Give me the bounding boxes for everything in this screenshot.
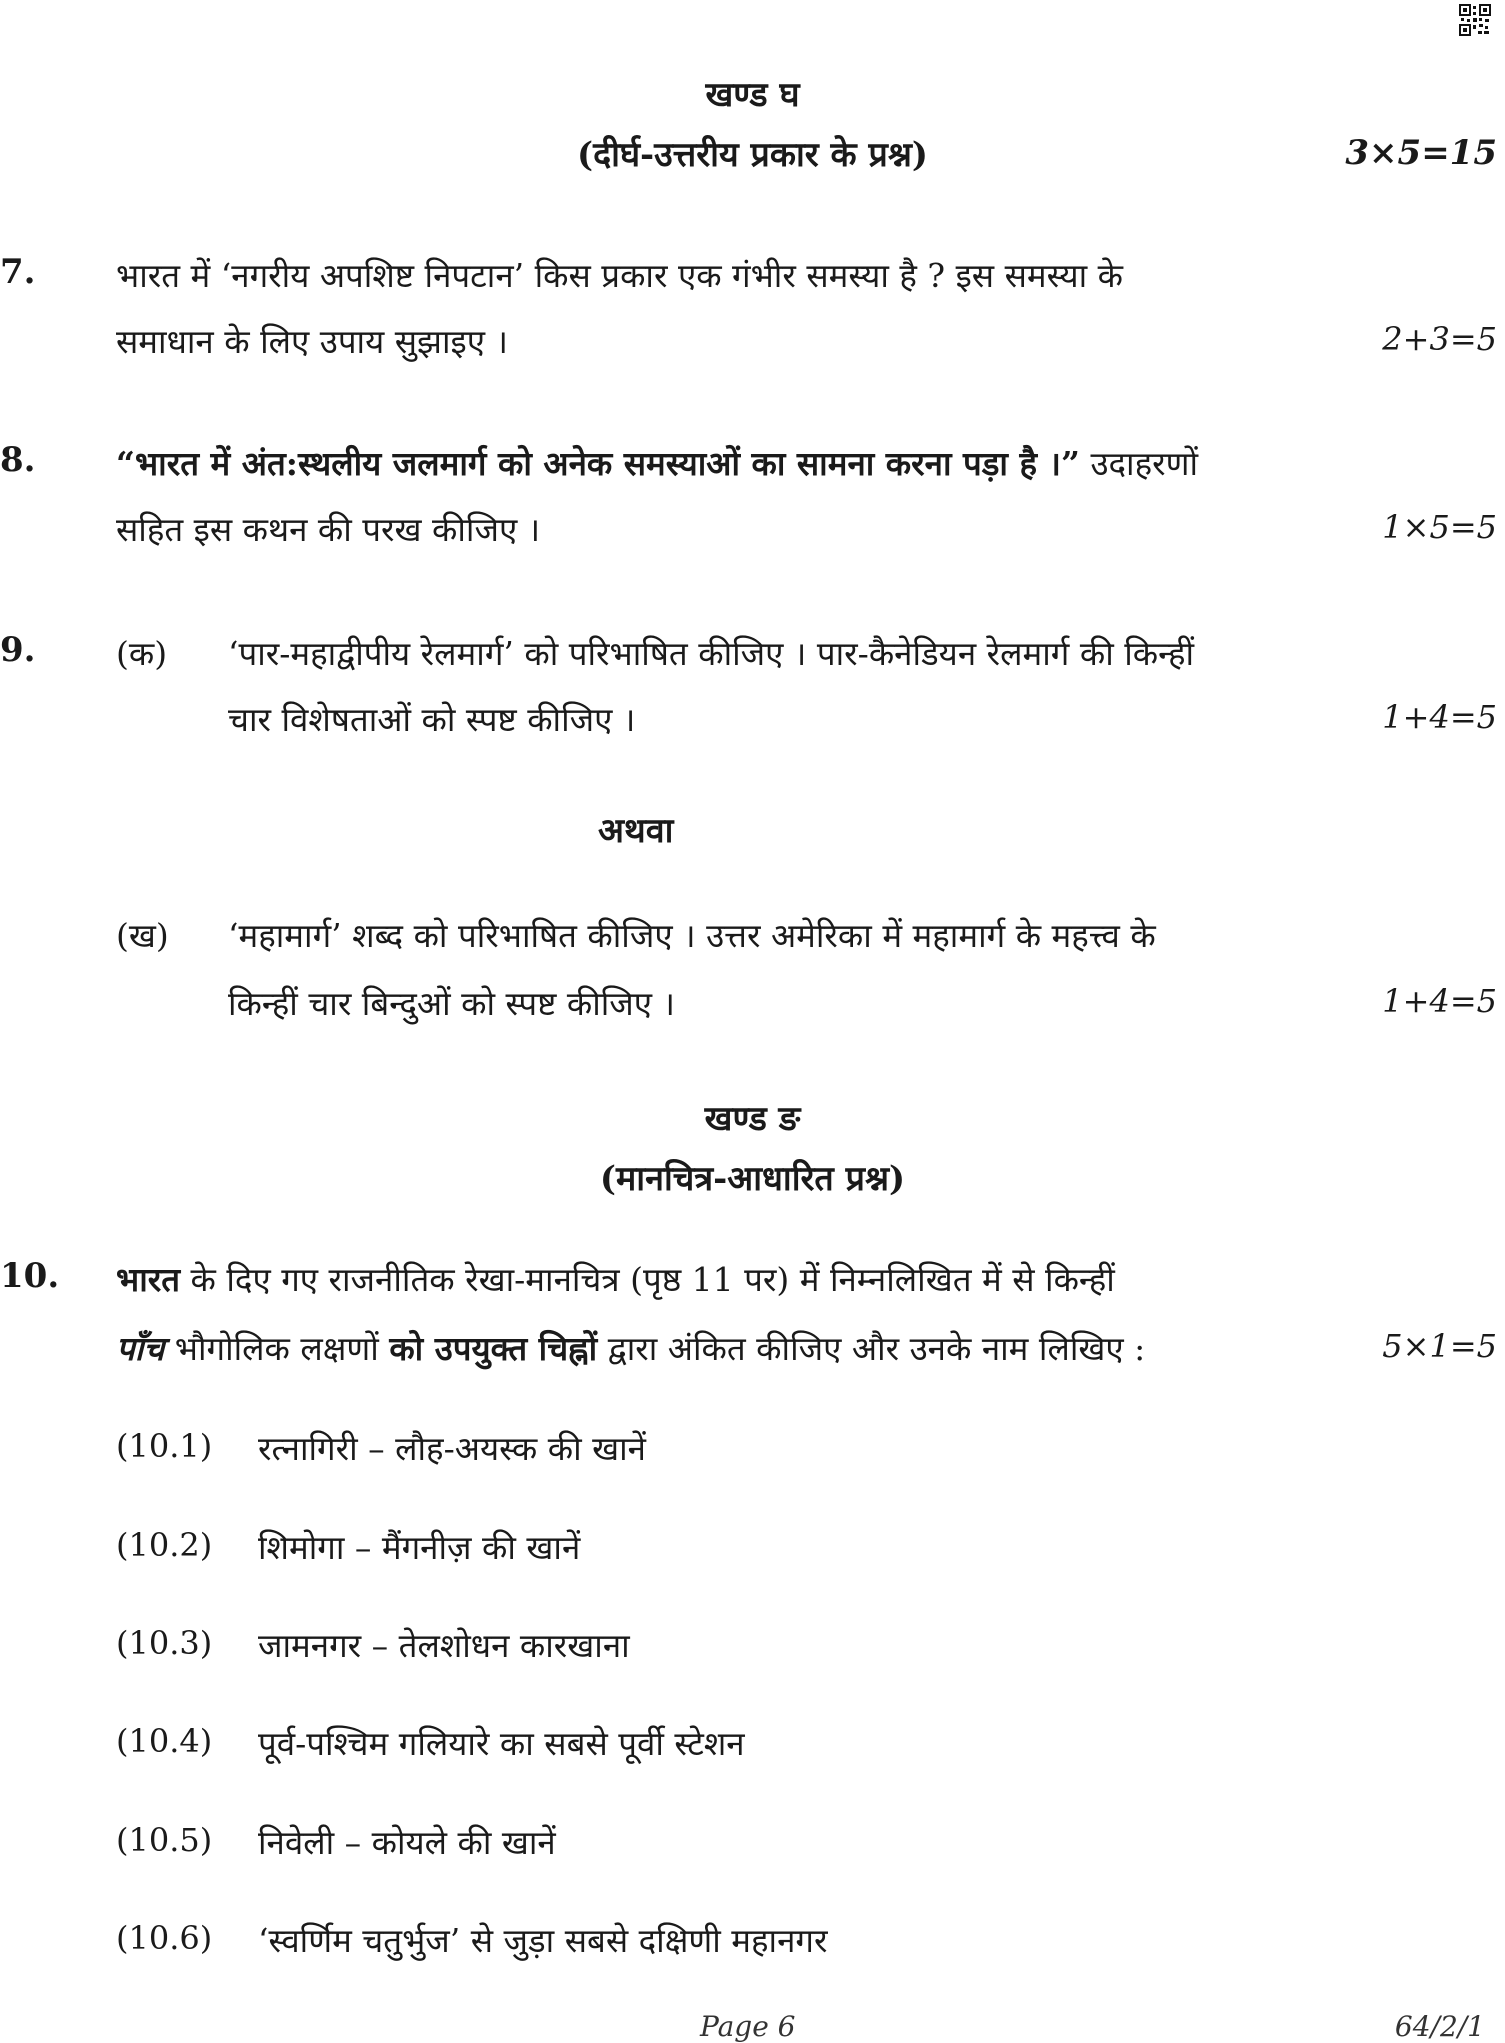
question-9b-line-2: किन्हीं चार बिन्दुओं को स्पष्ट कीजिए ।: [228, 984, 676, 1023]
item-10-2-text: शिमोगा – मैंगनीज़ की खानें: [258, 1528, 581, 1567]
section-d-title: खण्ड घ: [705, 75, 800, 115]
question-10-number: 10.: [0, 1256, 60, 1296]
item-10-4-number: (10.4): [116, 1722, 213, 1760]
item-10-3-text: जामनगर – तेलशोधन कारखाना: [258, 1626, 630, 1665]
question-10-line-2-b: द्वारा अंकित कीजिए और उनके नाम लिखिए :: [597, 1329, 1146, 1368]
question-10-symbols: को उपयुक्त चिह्नों: [389, 1329, 598, 1368]
question-9b-marks: 1+4=5: [1382, 982, 1497, 1020]
question-9b-label: (ख): [116, 916, 169, 955]
qr-code-icon: [1459, 4, 1491, 36]
paper-code: 64/2/1: [1394, 2010, 1485, 2043]
item-10-2-number: (10.2): [116, 1526, 213, 1564]
item-10-5-number: (10.5): [116, 1821, 213, 1859]
question-8-statement: “भारत में अंत:स्थलीय जलमार्ग को अनेक समस्याओं का सामना करना पड़ा है ।”: [116, 444, 1080, 483]
question-7-marks: 2+3=5: [1382, 320, 1497, 358]
page-number: Page 6: [700, 2010, 796, 2043]
section-d-subtitle: (दीर्घ-उत्तरीय प्रकार के प्रश्न): [577, 135, 928, 175]
question-8-line-1-rest: उदाहरणों: [1079, 444, 1199, 483]
question-10-country: भारत: [116, 1260, 181, 1299]
section-e-title: खण्ड ङ: [704, 1099, 801, 1139]
question-10-count: पाँच: [116, 1329, 165, 1368]
question-10-line-2: [116, 1325, 1145, 1370]
question-10-line-1-rest: के दिए गए राजनीतिक रेखा-मानचित्र (पृष्ठ 11 पर) में निम्नलिखित में से किन्हीं: [180, 1260, 1115, 1299]
question-7-line-1: भारत में ‘नगरीय अपशिष्ट निपटान’ किस प्रकार एक गंभीर समस्या है ? इस समस्या के: [116, 256, 1123, 295]
question-7-number: 7.: [0, 252, 36, 292]
question-9a-line-2: चार विशेषताओं को स्पष्ट कीजिए ।: [228, 700, 636, 739]
item-10-6-number: (10.6): [116, 1919, 213, 1957]
question-9a-line-1: ‘पार-महाद्वीपीय रेलमार्ग’ को परिभाषित कीजिए । पार-कैनेडियन रेलमार्ग की किन्हीं: [228, 634, 1195, 673]
question-8-marks: 1×5=5: [1382, 508, 1497, 546]
question-10-line-2-a: भौगोलिक लक्षणों: [164, 1329, 390, 1368]
question-9a-marks: 1+4=5: [1382, 698, 1497, 736]
item-10-1-text: रत्नागिरी – लौह-अयस्क की खानें: [258, 1429, 646, 1468]
question-9b-line-1: ‘महामार्ग’ शब्द को परिभाषित कीजिए । उत्तर अमेरिका में महामार्ग के महत्त्व के: [228, 916, 1156, 955]
question-9a-label: (क): [116, 634, 168, 673]
question-9-number: 9.: [0, 630, 36, 670]
question-8-line-2: सहित इस कथन की परख कीजिए ।: [116, 510, 541, 549]
item-10-5-text: निवेली – कोयले की खानें: [258, 1823, 556, 1862]
section-e-subtitle: (मानचित्र-आधारित प्रश्न): [599, 1159, 906, 1199]
question-10-line-1: [116, 1256, 1115, 1301]
question-10-marks: 5×1=5: [1382, 1327, 1497, 1365]
item-10-6-text: ‘स्वर्णिम चतुर्भुज’ से जुड़ा सबसे दक्षिणी महानगर: [258, 1921, 828, 1960]
question-8-line-1: [116, 440, 1198, 485]
question-7-line-2: समाधान के लिए उपाय सुझाइए ।: [116, 322, 508, 361]
question-8-number: 8.: [0, 440, 36, 480]
or-separator: अथवा: [598, 811, 674, 851]
item-10-4-text: पूर्व-पश्चिम गलियारे का सबसे पूर्वी स्टेशन: [258, 1724, 745, 1763]
section-d-marks: 3×5=15: [1345, 133, 1497, 173]
item-10-3-number: (10.3): [116, 1624, 213, 1662]
item-10-1-number: (10.1): [116, 1427, 213, 1465]
